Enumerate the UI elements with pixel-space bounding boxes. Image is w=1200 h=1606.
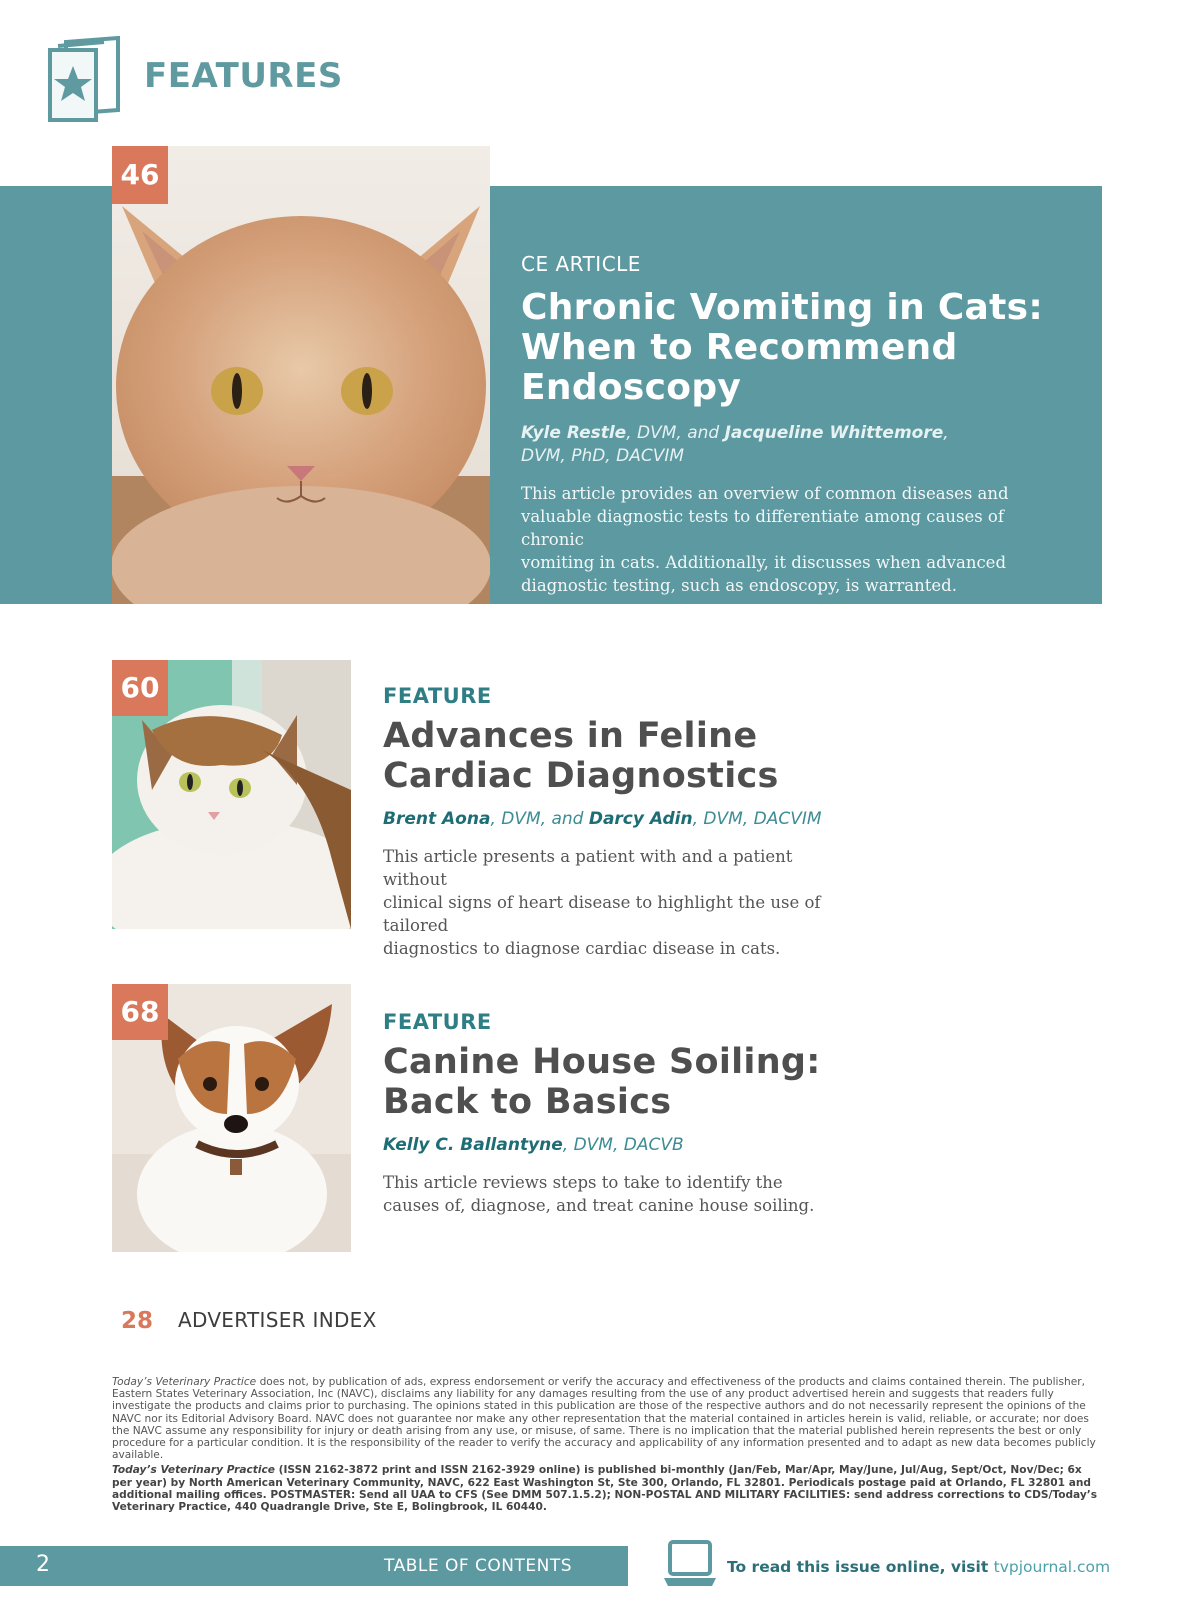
description-line: This article presents a patient with and a patient without: [383, 847, 793, 889]
title-line: Cardiac Diagnostics: [383, 756, 779, 796]
section-label: TABLE OF CONTENTS: [384, 1556, 573, 1576]
disclaimer-paragraph: [112, 1376, 1102, 1461]
title-line: Advances in Feline: [383, 716, 758, 756]
article-kicker: CE ARTICLE: [521, 252, 641, 276]
author-credentials: , DVM, and: [490, 809, 589, 829]
article-authors: [383, 808, 903, 831]
online-notice: [727, 1558, 1110, 1576]
legal-fine-print: [112, 1376, 1102, 1513]
title-line: Canine House Soiling:: [383, 1042, 821, 1082]
description-line: diagnostic testing, such as endoscopy, is warranted.: [521, 576, 957, 595]
laptop-icon: [662, 1540, 718, 1588]
online-text: To read this issue online, visit: [727, 1558, 994, 1576]
page-number: 2: [36, 1552, 50, 1577]
feature-article[interactable]: [383, 684, 903, 960]
title-line: When to Recommend: [521, 327, 958, 368]
article-authors: [383, 1134, 903, 1157]
book-star-icon: [44, 36, 122, 124]
disclaimer-text: does not, by publication of ads, express endorsement or verify the accuracy and effectiveness of the products and claims contained therein. The publisher, Eastern States Veterinary Association, Inc (NAVC), disclaims any liability for any damages resulting from the use of any product advertised herein and suggests that readers fully investigate the products and claims prior to purchasing. The opinions stated in this publication are those of the respective authors and do not necessarily represent the opinions of the NAVC nor its Editorial Advisory Board. NAVC does not guarantee nor make any other representation that the material contained in articles herein is valid, reliable, or accurate; nor does the NAVC assume any responsibility for injury or death arising from any use, or misuse, of same. There is no implication that the material published herein represents the best or only procedure for a particular condition. It is the responsibility of the reader to verify the accuracy and applicability of any information presented and to adapt as new data becomes publicly available.: [112, 1376, 1096, 1462]
author-name: Kelly C. Ballantyne: [383, 1135, 563, 1155]
author-credentials: ,: [943, 423, 949, 443]
description-line: diagnostics to diagnose cardiac disease in cats.: [383, 939, 781, 958]
advertiser-index-link[interactable]: ADVERTISER INDEX: [178, 1308, 377, 1332]
description-line: causes of, diagnose, and treat canine house soiling.: [383, 1196, 815, 1215]
publication-name: Today’s Veterinary Practice: [112, 1376, 257, 1388]
article-title[interactable]: [521, 288, 1081, 408]
section-title: FEATURES: [144, 56, 343, 96]
author-credentials: DVM, PhD, DACVIM: [521, 446, 685, 466]
article-kicker: FEATURE: [383, 1010, 492, 1034]
orange-cat-image: [112, 146, 490, 604]
description-line: This article provides an overview of common diseases and: [521, 484, 1009, 503]
article-authors: [521, 422, 1081, 468]
article-kicker: FEATURE: [383, 684, 492, 708]
website-link[interactable]: tvpjournal.com: [993, 1558, 1111, 1576]
publishing-info-paragraph: [112, 1464, 1102, 1513]
author-name: Darcy Adin: [588, 809, 693, 829]
author-credentials: , DVM, and: [626, 423, 725, 443]
description-line: valuable diagnostic tests to differentiate among causes of chronic: [521, 507, 1004, 549]
publication-name: Today’s Veterinary Practice: [112, 1464, 275, 1477]
advertiser-index-page: 28: [121, 1308, 154, 1334]
ce-article[interactable]: [521, 252, 1081, 597]
description-line: clinical signs of heart disease to highlight the use of tailored: [383, 893, 821, 935]
page-number-badge: 46: [112, 146, 168, 204]
article-description: [383, 1171, 853, 1217]
title-line: Endoscopy: [521, 367, 742, 408]
description-line: This article reviews steps to take to identify the: [383, 1173, 783, 1192]
author-name: Brent Aona: [383, 809, 491, 829]
title-line: Chronic Vomiting in Cats:: [521, 287, 1044, 328]
author-name: Kyle Restle: [521, 423, 627, 443]
jack-russell-dog-photo[interactable]: [112, 984, 351, 1252]
article-description: [383, 845, 853, 960]
author-name: Jacqueline Whittemore: [724, 423, 944, 443]
feature-article[interactable]: [383, 1010, 903, 1217]
description-line: vomiting in cats. Additionally, it discusses when advanced: [521, 553, 1007, 572]
author-credentials: , DVM, DACVIM: [692, 809, 822, 829]
calico-cat-photo[interactable]: [112, 660, 351, 929]
publishing-info-text: (ISSN 2162-3872 print and ISSN 2162-3929 online) is published bi-monthly (Jan/Feb, Mar/Apr, May/June, Jul/Aug, Sept/Oct, Nov/Dec; 6x per year) by North American Veterinary Community, NAVC, 622 East Washington St, Ste 300, Orlando, FL 32801. Periodicals postage paid at Orlando, FL 32801 and additional mailing offices. POSTMASTER: Send all UAA to CFS (See DMM 507.1.5.2); NON-POSTAL AND MILITARY FACILITIES: send address corrections to CDS/Today’s Veterinary Practice, 440 Quadrangle Drive, Ste E, Bolingbrook, IL 60440.: [112, 1464, 1098, 1514]
page-number-badge: 68: [112, 984, 168, 1040]
title-line: Back to Basics: [383, 1082, 672, 1122]
article-description: [521, 482, 1021, 597]
article-title[interactable]: [383, 1042, 903, 1122]
article-title[interactable]: [383, 716, 903, 796]
orange-cat-photo[interactable]: [112, 146, 490, 604]
author-credentials: , DVM, DACVB: [562, 1135, 684, 1155]
page-number-badge: 60: [112, 660, 168, 716]
